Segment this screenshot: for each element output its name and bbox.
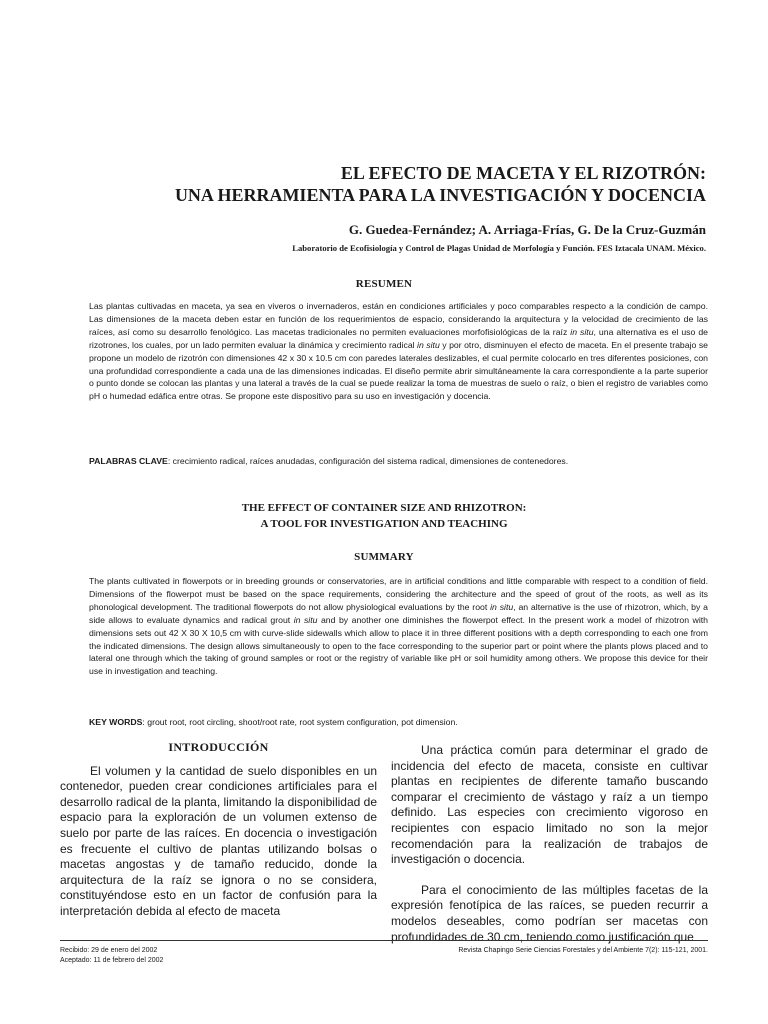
resumen-text-part: y por otro, disminuyen el efecto de maceta. En el presente trabajo se propone un modelo de rizotrón con dimensiones 42 x 30 x 10.5 cm con paredes laterales deslizables, el cual permite colocarlo en tres diferentes posiciones, con una profundidad correspondiente a cada una de las dimensiones indicadas. El diseño permite abrir simultáneamente la cara correspondiente a la parte superior o punto donde se colocan las plantas y una lateral a través de la cual se puede realizar la toma de muestras de suelo o raíz, o bien el registro de variables como pH o humedad edáfica entre otras. Se propone este dispositivo para su uso en investigación y docencia. bbox=[89, 339, 708, 402]
article-title-line-1: EL EFECTO DE MACETA Y EL RIZOTRÓN: bbox=[340, 163, 706, 183]
resumen-italic: in situ bbox=[417, 339, 440, 350]
resumen-text bbox=[89, 300, 708, 403]
article-title-line-2: UNA HERRAMIENTA PARA LA INVESTIGACIÓN Y DOCENCIA bbox=[174, 185, 706, 205]
summary-heading: SUMMARY bbox=[354, 551, 414, 563]
resumen-italic: in situ bbox=[570, 326, 594, 337]
resumen-text-part: , una alternativa es el uso de rizotrones, los cuales, por un lado permiten evaluar la dinámica y crecimiento radical bbox=[89, 326, 708, 350]
summary-italic: in situ bbox=[490, 601, 514, 612]
body-paragraph: Para el conocimiento de las múltiples facetas de la expresión fenotípica de las raíces, se pueden recurrir a modelos deseables, como podrían ser macetas con profundidades de 30 cm, teniendo como justificación que bbox=[391, 882, 708, 944]
footer-dates bbox=[60, 946, 163, 965]
journal-citation: Revista Chapingo Serie Ciencias Forestales y del Ambiente 7(2): 115-121, 2001. bbox=[458, 947, 708, 954]
english-title bbox=[60, 500, 708, 532]
english-title-line-2: A TOOL FOR INVESTIGATION AND TEACHING bbox=[260, 518, 508, 530]
key-words bbox=[89, 716, 708, 728]
summary-text-part: The plants cultivated in flowerpots or in breeding grounds or conservatories, are in artificial conditions and little comparable with respect to a condition of field. Dimensions of the flowerpot must be based on the space requirements, considering the architecture and the speed of grout of the roots, as well as its phonological development. The traditional flowerpots do not allow physiological evaluations by the root bbox=[89, 576, 708, 612]
english-title-line-1: THE EFFECT OF CONTAINER SIZE AND RHIZOTRON: bbox=[241, 502, 527, 514]
body-paragraph: Una práctica común para determinar el grado de incidencia del efecto de maceta, consiste en cultivar plantas en recipientes de diferente tamaño buscando comparar el crecimiento de vástago y raíz a un tiempo definido. Las especies con crecimiento vigoroso en recipientes con espacio limitado no son la mejor recomendación para la realización de trabajos de investigación o docencia. bbox=[391, 743, 708, 867]
accepted-date: Aceptado: 11 de febrero del 2002 bbox=[60, 956, 164, 964]
received-date: Recibido: 29 de enero del 2002 bbox=[60, 947, 158, 954]
summary-text-part: , an alternative is the use of rhizotron, which, by a side allows to evaluate dynamics and radical grout bbox=[89, 601, 708, 625]
affiliation: Laboratorio de Ecofisiología y Control de Plagas Unidad de Morfología y Función. FES Iztacala UNAM. México. bbox=[292, 243, 706, 253]
summary-text-part: and by another one diminishes the flowerpot effect. In the present work a model of rhizotron with dimensions sets out 42 X 30 X 10,5 cm with curve-slide sidewalls which allow to place it in three different positions with a depth corresponding to each one from the indicated dimensions. The design allows simultaneously to open to the face corresponding to the superior part or point where the plants plows placed and to lateral one through which the taking of ground samples or root or the registry of variable like pH or soil humidity among others. We propose this device for their use in investigation and teaching. bbox=[89, 614, 708, 677]
key-words-text: : grout root, root circling, shoot/root rate, root system configuration, pot dimension. bbox=[142, 717, 458, 727]
summary-italic: in situ bbox=[293, 614, 318, 625]
body-column-left bbox=[60, 740, 377, 920]
introduccion-heading: INTRODUCCIÓN bbox=[168, 740, 269, 754]
palabras-clave-label: PALABRAS CLAVE bbox=[89, 456, 168, 466]
palabras-clave-text: : crecimiento radical, raíces anudadas, configuración del sistema radical, dimensiones de contenedores. bbox=[167, 456, 569, 466]
authors: G. Guedea-Fernández; A. Arriaga-Frías, G. De la Cruz-Guzmán bbox=[348, 222, 706, 237]
key-words-label: KEY WORDS bbox=[89, 717, 143, 727]
resumen-heading: RESUMEN bbox=[355, 278, 413, 290]
body-column-right bbox=[391, 740, 708, 945]
footer-divider bbox=[60, 940, 708, 941]
body-paragraph: El volumen y la cantidad de suelo disponibles en un contenedor, pueden crear condiciones artificiales para el desarrollo radical de la planta, limitando la disponibilidad de espacio para la exploración de un volumen extenso de suelo por parte de las raíces. En docencia o investigación es frecuente el cultivo de plantas utilizando bolsas o macetas angostas y de tamaño reducido, donde la arquitectura de la raíz se ignora o no se considera, constituyéndose esto en un factor de confusión para la interpretación debida al efecto de maceta bbox=[60, 763, 377, 918]
summary-text bbox=[89, 575, 708, 678]
palabras-clave bbox=[89, 455, 708, 467]
resumen-text-part: Las plantas cultivadas en maceta, ya sea en viveros o invernaderos, están en condiciones artificiales y poco comparables respecto a la condición de campo. Las dimensiones de la maceta deben estar en función de los requerimientos de espacio, considerando la arquitectura y la velocidad de crecimiento de las raíces, así como su desarrollo fenológico. Las macetas tradicionales no permiten evaluaciones morfofisiológicas de la raíz bbox=[89, 301, 708, 337]
article-title bbox=[86, 162, 706, 206]
